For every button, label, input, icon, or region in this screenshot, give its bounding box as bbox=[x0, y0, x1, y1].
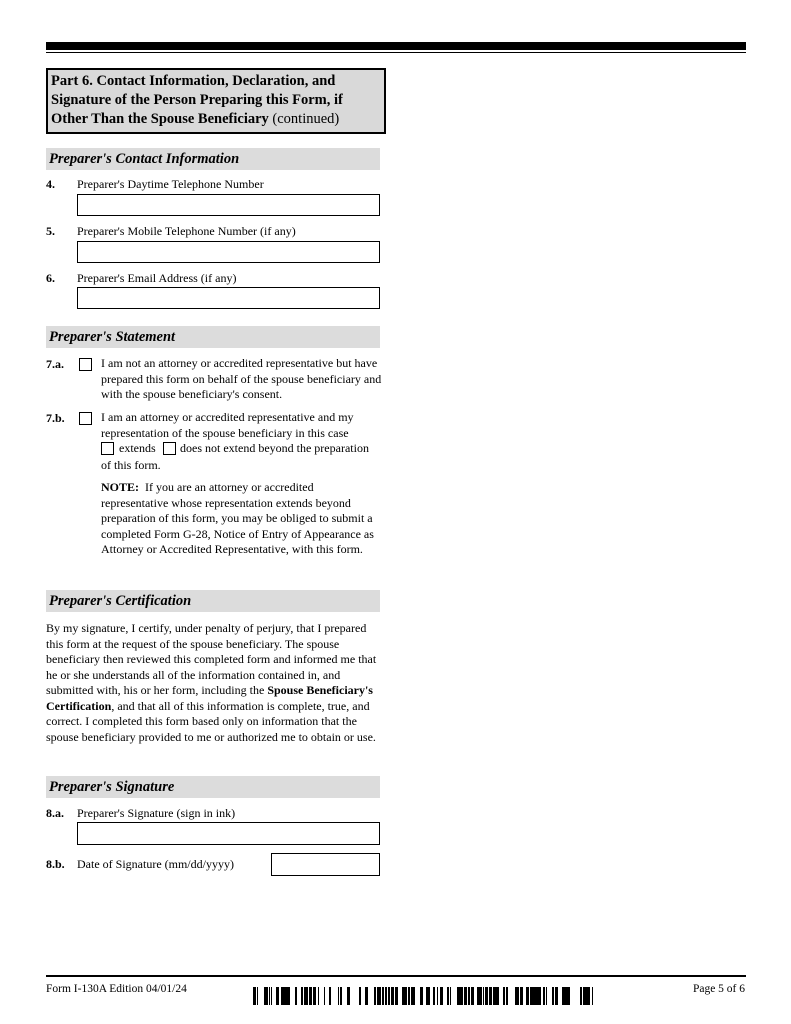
part-header bbox=[46, 68, 386, 134]
part-title: Part 6. Contact Information, Declaration, and Signature of the Person Preparing this Form, if Other Than the Spouse Beneficiary bbox=[51, 73, 343, 127]
q7b-tail: of this form. bbox=[101, 458, 161, 472]
certification-text-1: By my signature, I certify, under penalty of perjury, that I prepared this form at the request of the spouse beneficiary. The spouse beneficiary then reviewed this completed form and informed me that he or she understands all of the information contained in, and submitted with, his or her form, including the bbox=[46, 621, 377, 697]
email-field[interactable] bbox=[77, 287, 380, 309]
daytime-phone-field[interactable] bbox=[77, 194, 380, 216]
certification-text-2: , and that all of this information is complete, true, and correct. I completed this form based only on information that the spouse beneficiary provided to me or authorized me to obtain or use. bbox=[46, 698, 376, 744]
q4-number: 4. bbox=[46, 177, 55, 191]
section-signature-heading: Preparer's Signature bbox=[46, 776, 380, 798]
q7b-checkbox[interactable] bbox=[79, 412, 92, 425]
extends-checkbox[interactable] bbox=[101, 442, 114, 455]
q7b-number: 7.b. bbox=[46, 411, 65, 425]
note-label: NOTE: bbox=[101, 480, 140, 494]
page-number: Page 5 of 6 bbox=[692, 983, 745, 995]
section-certification-heading: Preparer's Certification bbox=[46, 590, 380, 612]
q6-number: 6. bbox=[46, 271, 55, 285]
q4-label: Preparer's Daytime Telephone Number bbox=[77, 177, 264, 191]
q8a-number: 8.a. bbox=[46, 806, 64, 820]
not-extend-label: does not extend beyond the preparation bbox=[180, 441, 369, 455]
note-block bbox=[101, 480, 383, 558]
footer-rule bbox=[46, 975, 746, 977]
q7a-text: I am not an attorney or accredited representative but have prepared this form on behalf of the spouse beneficiary and with the spouse beneficiary's consent. bbox=[101, 356, 382, 401]
certification-text-bold: Spouse Beneficiary's Certification bbox=[46, 683, 373, 713]
top-rule bbox=[46, 42, 746, 50]
note-text: If you are an attorney or accredited representative whose representation extends beyond preparation of this form, you may be obliged to submit a completed Form G-28, Notice of Entry of Appearance as Attorney or Accredited Representative, with this form. bbox=[101, 480, 374, 556]
barcode-image bbox=[253, 987, 593, 1005]
q7a-checkbox[interactable] bbox=[79, 358, 92, 371]
certification-text bbox=[46, 621, 382, 745]
q5-label: Preparer's Mobile Telephone Number (if any) bbox=[77, 224, 296, 238]
signature-field[interactable] bbox=[77, 822, 380, 845]
not-extend-checkbox[interactable] bbox=[163, 442, 176, 455]
section-statement-heading: Preparer's Statement bbox=[46, 326, 380, 348]
signature-date-field[interactable] bbox=[271, 853, 380, 876]
q5-number: 5. bbox=[46, 224, 55, 238]
form-edition: Form I-130A Edition 04/01/24 bbox=[46, 983, 187, 995]
q6-label: Preparer's Email Address (if any) bbox=[77, 271, 237, 285]
top-rule-thin bbox=[46, 52, 746, 53]
q8a-label: Preparer's Signature (sign in ink) bbox=[77, 806, 236, 820]
part-continued: (continued) bbox=[272, 111, 340, 127]
q7b-text: I am an attorney or accredited representative and my representation of the spouse beneficiary in this case bbox=[101, 410, 354, 440]
section-contact-heading: Preparer's Contact Information bbox=[46, 148, 380, 170]
q7a-number: 7.a. bbox=[46, 357, 64, 371]
extends-label: extends bbox=[119, 441, 156, 455]
q8b-label: Date of Signature (mm/dd/yyyy) bbox=[77, 857, 234, 871]
mobile-phone-field[interactable] bbox=[77, 241, 380, 263]
q8b-number: 8.b. bbox=[46, 857, 65, 871]
